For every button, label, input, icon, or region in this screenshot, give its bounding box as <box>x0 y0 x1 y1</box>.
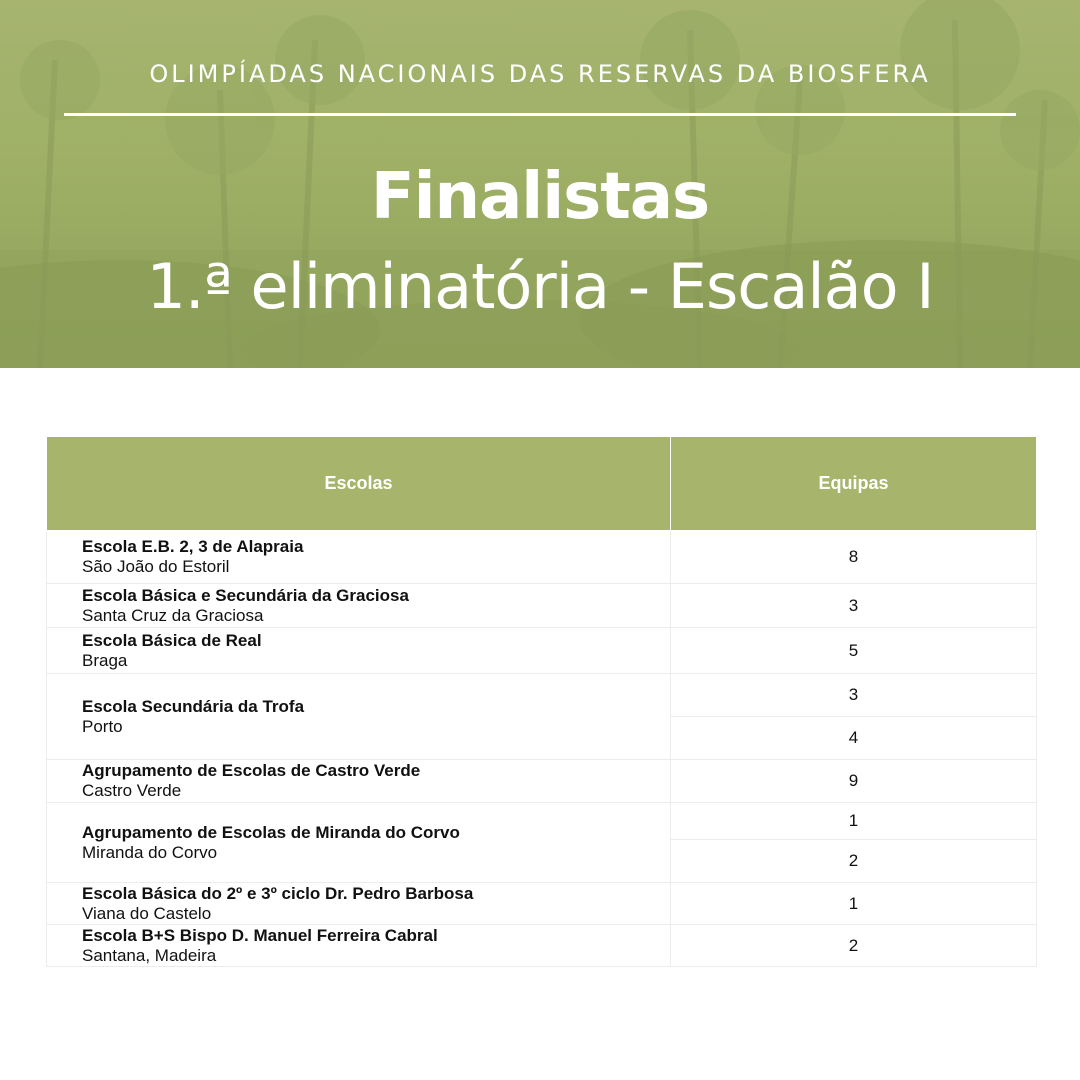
table-row <box>47 584 1037 628</box>
school-name: Escola B+S Bispo D. Manuel Ferreira Cabral <box>82 925 438 945</box>
column-header-teams: Equipas <box>671 437 1037 531</box>
school-cell <box>47 803 671 883</box>
table-row <box>47 531 1037 584</box>
page-subtitle: 1.ª eliminatória - Escalão I <box>146 250 934 323</box>
teams-cell: 8 <box>671 531 1037 584</box>
school-cell <box>47 674 671 760</box>
school-location: Santana, Madeira <box>82 945 217 965</box>
school-cell <box>47 760 671 803</box>
table-row <box>47 628 1037 674</box>
table-row <box>47 883 1037 925</box>
school-name: Agrupamento de Escolas de Castro Verde <box>82 761 421 780</box>
teams-cell: 5 <box>671 628 1037 674</box>
school-name: Agrupamento de Escolas de Miranda do Corvo <box>82 822 460 842</box>
teams-cell: 3 <box>671 584 1037 628</box>
event-name: OLIMPÍADAS NACIONAIS DAS RESERVAS DA BIOSFERA <box>149 60 931 88</box>
school-location: Porto <box>82 716 123 736</box>
school-name: Escola Secundária da Trofa <box>82 696 305 716</box>
table-row <box>47 760 1037 803</box>
school-name: Escola E.B. 2, 3 de Alapraia <box>82 537 304 556</box>
school-cell <box>47 584 671 628</box>
school-cell <box>47 883 671 925</box>
school-location: Santa Cruz da Graciosa <box>82 605 264 625</box>
teams-cell: 2 <box>671 925 1037 967</box>
table-row <box>47 674 1037 717</box>
finalists-table <box>46 436 1037 967</box>
teams-cell: 9 <box>671 760 1037 803</box>
school-location: Castro Verde <box>82 781 182 800</box>
school-cell <box>47 628 671 674</box>
teams-cell: 4 <box>671 717 1037 760</box>
school-cell <box>47 925 671 967</box>
table-row <box>47 803 1037 840</box>
page-title: Finalistas <box>370 160 710 234</box>
column-header-schools: Escolas <box>47 437 671 531</box>
table-row <box>47 925 1037 967</box>
header-divider <box>64 113 1016 116</box>
school-location: Braga <box>82 650 128 670</box>
school-cell <box>47 531 671 584</box>
teams-cell: 1 <box>671 883 1037 925</box>
teams-cell: 1 <box>671 803 1037 840</box>
school-location: Miranda do Corvo <box>82 842 218 862</box>
school-location: Viana do Castelo <box>82 903 212 923</box>
header-banner <box>0 0 1080 368</box>
school-name: Escola Básica e Secundária da Graciosa <box>82 585 409 605</box>
school-name: Escola Básica do 2º e 3º ciclo Dr. Pedro Barbosa <box>82 883 474 903</box>
school-location: São João do Estoril <box>82 557 230 576</box>
school-name: Escola Básica de Real <box>82 630 262 650</box>
teams-cell: 3 <box>671 674 1037 717</box>
teams-cell: 2 <box>671 840 1037 883</box>
table-header-row <box>47 437 1037 531</box>
